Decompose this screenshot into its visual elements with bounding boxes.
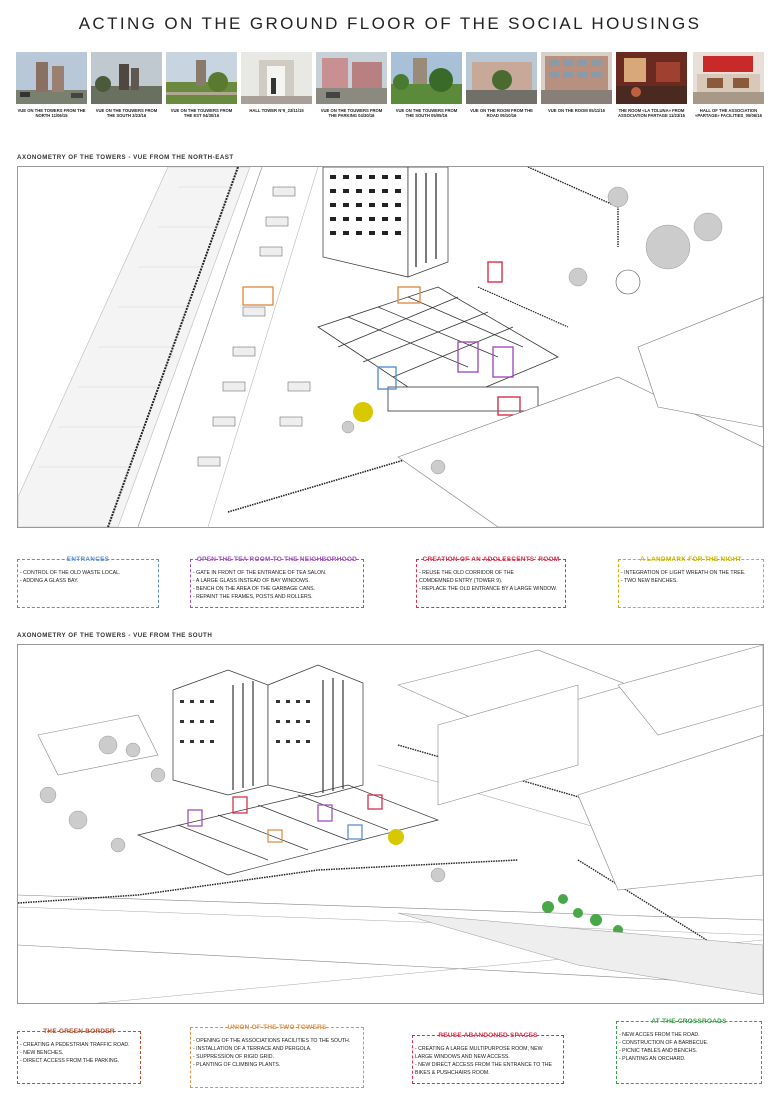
legend-item: - NEW DIRECT ACCESS FROM THE ENTRANCE TO THE xyxy=(415,1062,553,1068)
legend-open-tea-room xyxy=(190,556,364,608)
legend-item: - A LARGE GLASS INSTEAD OF BAY WINDOWS. xyxy=(193,578,310,584)
photo-room-road xyxy=(466,52,537,104)
legend-reuse-spaces xyxy=(412,1032,564,1084)
legend-item: - INSTALLATION OF A TERRACE AND PERGOLA. xyxy=(193,1046,312,1052)
photo-thumbnail[interactable] xyxy=(466,52,537,118)
photo-towers-est xyxy=(166,52,237,104)
legend-item: - PLANTING AN ORCHARD. xyxy=(619,1056,686,1062)
legend-adolescents-room xyxy=(416,556,566,608)
legend-green-border-title: THE GREEN BORDER xyxy=(43,1028,115,1035)
legend-item: - BENCH ON THE AREA OF THE GARBAGE CANS. xyxy=(193,586,316,592)
legend-item: - TWO NEW BENCHES. xyxy=(621,578,678,584)
photo-caption: VUE ON THE TOUWERS FROM THE EST 04/30/16 xyxy=(170,108,233,118)
photo-towers-north xyxy=(16,52,87,104)
photo-thumbnail[interactable] xyxy=(541,52,612,113)
legend-landmark-night xyxy=(618,556,764,608)
legend-item: - CREATING A PEDESTRIAN TRAFFIC ROAD. xyxy=(20,1042,130,1048)
legend-item: - GATE IN FRONT OF THE ENTRANCE OF TEA SALON. xyxy=(193,570,327,576)
photo-towers-south xyxy=(91,52,162,104)
photo-caption: VUE ON THE TOUWERS FROM THE PARKING 04/30/16 xyxy=(320,108,383,118)
photo-hall-tower xyxy=(241,52,312,104)
photo-strip xyxy=(16,52,764,124)
photo-caption: VUE ON THE ROOM 05/11/16 xyxy=(547,108,606,113)
photo-caption: VUE ON THE ROOM FROM THE ROAD 05/10/16 xyxy=(470,108,533,118)
photo-caption: VUE ON THE TOWERS FROM THE NORTH 11/06/15 xyxy=(17,108,86,118)
photo-thumbnail[interactable] xyxy=(391,52,462,118)
photo-thumbnail[interactable] xyxy=(241,52,312,113)
legend-item: LARGE WINDOWS AND NEW ACCESS. xyxy=(415,1054,510,1060)
photo-thumbnail[interactable] xyxy=(693,52,764,118)
legend-item: - DIRECT ACCESS FROM THE PARKING. xyxy=(20,1058,120,1064)
axonometry-south-title: AXONOMETRY OF THE TOWERS - VUE FROM THE SOUTH xyxy=(17,632,213,639)
photo-towers-parking xyxy=(316,52,387,104)
photo-caption: VUE ON THE TOUWERS FROM THE SOUTH 3/23/16 xyxy=(95,108,158,118)
legend-item: - NEW ACCES FROM THE ROAD. xyxy=(619,1032,700,1038)
legend-item: - SUPPRESSION OF RIGID GRID. xyxy=(193,1054,274,1060)
legend-adolescents-room-title: CREATION OF AN ADOLESCENTS' ROOM xyxy=(422,556,560,563)
legend-union-towers xyxy=(190,1024,364,1088)
legend-item: - CREATING A LARGE MULTIPURPOSE ROOM, NEW xyxy=(415,1046,543,1052)
legend-open-tea-room-title: OPEN THE TEA ROOM TO THE NEIGHBORHOOD xyxy=(196,556,358,563)
legend-item: - OPENING OF THE ASSOCIATIONS FACILITIES TO THE SOUTH. xyxy=(193,1038,351,1044)
legend-crossroads-title: AT THE CROSSROADS xyxy=(651,1018,727,1025)
photo-caption: VUE ON THE TOUWERS FROM THE SOUTH 05/05/16 xyxy=(395,108,458,118)
legend-crossroads xyxy=(616,1018,762,1084)
axonometry-north-east-title: AXONOMETRY OF THE TOWERS - VUE FROM THE NORTH-EAST xyxy=(17,154,234,161)
legend-landmark-night-title: A LANDMARK FOR THE NIGHT xyxy=(640,556,742,563)
photo-thumbnail[interactable] xyxy=(166,52,237,118)
photo-towers-south-2 xyxy=(391,52,462,104)
legend-item: - PLANTING OF CLIMBING PLANTS. xyxy=(193,1062,281,1068)
axonometry-north-east-drawing[interactable] xyxy=(17,166,764,528)
legend-item: - CONSTRUCTION OF A BARBECUE. xyxy=(619,1040,709,1046)
photo-hall-association xyxy=(693,52,764,104)
photo-thumbnail[interactable] xyxy=(316,52,387,118)
legend-item: - INTEGRATION OF LIGHT WREATH ON THE TREE. xyxy=(621,570,746,576)
legend-green-border xyxy=(17,1028,141,1084)
legend-item: BIKES & PUSHCHAIRS ROOM. xyxy=(415,1070,490,1076)
photo-thumbnail[interactable] xyxy=(16,52,87,118)
photo-room xyxy=(541,52,612,104)
legend-reuse-spaces-title: REUSE ABANDONED SPACES xyxy=(438,1032,538,1039)
photo-caption: THE ROOM «LA TOLUNA» FROM ASSOCIATION PARTAGE 11/23/15 xyxy=(617,108,686,118)
photo-room-la-toluna xyxy=(616,52,687,104)
legend-item: - PICNIC TABLES AND BENCHS. xyxy=(619,1048,698,1054)
legend-entrances-title: ENTRANCES xyxy=(66,556,110,563)
photo-thumbnail[interactable] xyxy=(616,52,687,118)
photo-caption: HALL OF THE ASSOCIATION «PARTAGE» FACILITIES_05/06/16 xyxy=(695,108,762,118)
legend-item: COMDEMNED ENTRY (TOWER 9). xyxy=(419,578,503,584)
legend-item: - REPAINT THE FRAMES, POSTS AND ROLLERS. xyxy=(193,594,313,600)
legend-item: - ADDING A GLASS BAY. xyxy=(20,578,79,584)
legend-entrances xyxy=(17,556,159,608)
legend-item: - REUSE THE OLD CORRIDOR OF THE xyxy=(419,570,514,576)
page-title: ACTING ON THE GROUND FLOOR OF THE SOCIAL HOUSINGS xyxy=(78,14,702,33)
legend-union-towers-title: UNION OF THE TWO TOWERS xyxy=(227,1024,327,1031)
axonometry-south-drawing[interactable] xyxy=(17,644,764,1004)
legend-item: - REPLACE THE OLD ENTRANCE BY A LARGE WINDOW. xyxy=(419,586,558,592)
photo-thumbnail[interactable] xyxy=(91,52,162,118)
photo-caption: HALL TOWER N°9_23/11/15 xyxy=(249,108,304,113)
legend-item: - NEW BENCHES. xyxy=(20,1050,64,1056)
legend-item: - CONTROL OF THE OLD WASTE LOCAL. xyxy=(20,570,121,576)
